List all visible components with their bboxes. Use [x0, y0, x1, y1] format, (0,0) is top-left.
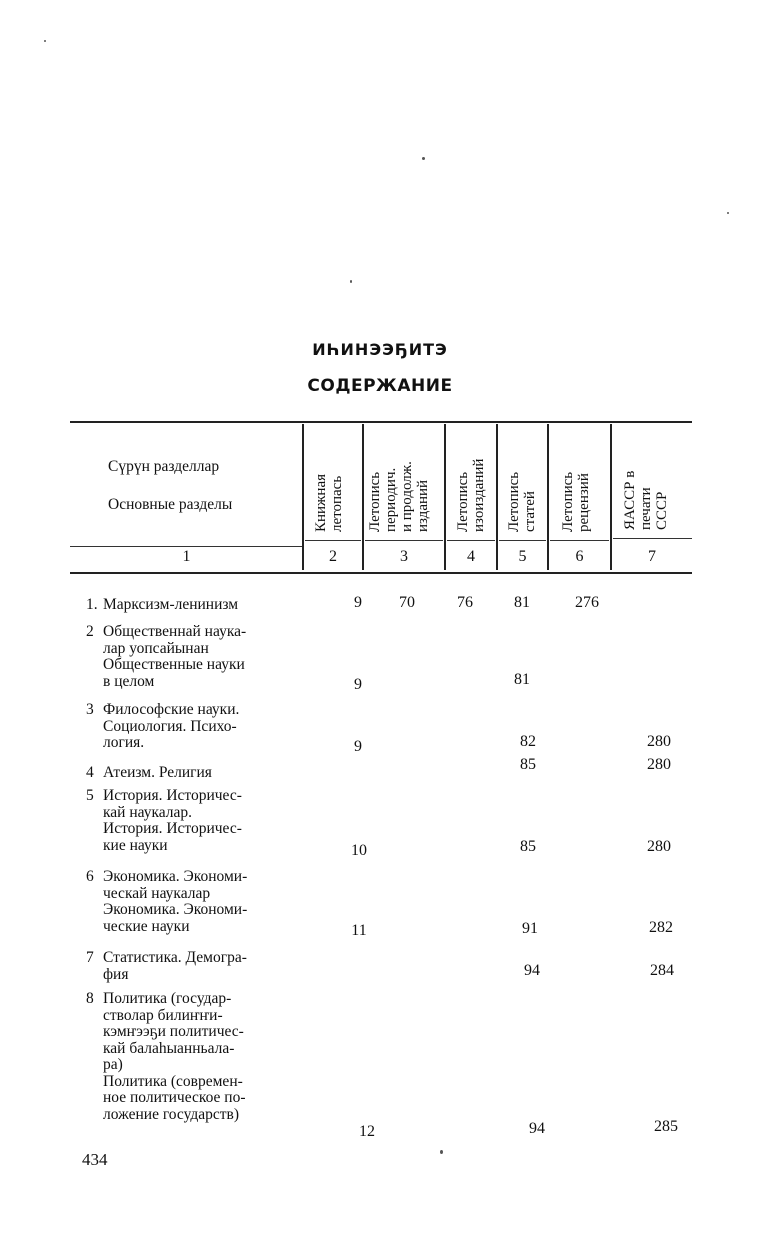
value-cell: 85: [520, 838, 536, 855]
scan-speck: [727, 212, 729, 214]
table-row: 2 Общественнай наука- лар уопсайынан Общественные науки в целом: [86, 623, 247, 690]
value-cell: 282: [649, 919, 673, 936]
scan-speck: [422, 157, 425, 160]
table-top-rule: [70, 421, 692, 423]
value-cell: 11: [351, 922, 367, 939]
scan-speck: [350, 280, 352, 283]
page-title-russian: СОДЕРЖАНИЕ: [307, 376, 453, 396]
column-header-articles-chronicle: Летопись статей: [506, 471, 538, 532]
value-cell: 9: [354, 594, 362, 611]
value-cell: 12: [359, 1123, 375, 1140]
column-number: 3: [400, 548, 408, 565]
column-header-book-chronicle: Книжная летопась: [313, 473, 345, 532]
value-cell: 284: [650, 962, 674, 979]
column-number: 7: [648, 548, 656, 565]
scan-speck: [44, 40, 46, 42]
value-cell: 94: [524, 962, 540, 979]
page-number: 434: [82, 1150, 108, 1169]
header-divider: [499, 540, 546, 541]
header-divider: [550, 540, 609, 541]
value-cell: 85: [520, 756, 536, 773]
column-number: 5: [518, 548, 527, 565]
value-cell: 82: [520, 733, 536, 750]
page-title-yakut: ИҺИНЭЭҔИТЭ: [312, 340, 448, 359]
value-cell: 9: [354, 676, 362, 693]
value-cell: 10: [351, 842, 367, 859]
column-header-periodicals-chronicle: Летопись периодич. и продолж. изданий: [367, 461, 431, 532]
column-header-art-editions-chronicle: Летопись изоизданий: [455, 458, 487, 532]
value-cell: 81: [514, 594, 530, 611]
value-cell: 9: [354, 738, 362, 755]
table-row: 4 Атеизм. Религия: [86, 764, 212, 781]
value-cell: 280: [647, 756, 671, 773]
column-header-reviews-chronicle: Летопись рецензий: [560, 471, 592, 532]
value-cell: 280: [647, 733, 671, 750]
header-divider: [613, 538, 692, 539]
table-row: 3 Философские науки. Социология. Психо- логия.: [86, 701, 240, 751]
value-cell: 280: [647, 838, 671, 855]
header-main-russian: Основные разделы: [108, 496, 233, 513]
table-row: 6 Экономика. Экономи- ческай наукалар Экономика. Экономи- ческие науки: [86, 868, 248, 935]
table-row: 1. Марксизм-ленинизм: [86, 596, 239, 613]
table-row: 7 Статистика. Демогра- фия: [86, 949, 247, 983]
column-number: 2: [329, 548, 337, 565]
value-cell: 276: [575, 594, 599, 611]
table-header-bottom-rule: [70, 572, 692, 574]
header-main-yakut: Сүрүн разделлар: [108, 458, 220, 475]
table-row: 8 Политика (государ- стволар билиҥҥи- кэмҥээҕи политичес- кай балаһыанньала- ра) Политика (современ- ное политическое по- ложение государств): [86, 990, 246, 1123]
column-number: 4: [467, 548, 475, 565]
value-cell: 285: [654, 1118, 678, 1135]
value-cell: 81: [514, 671, 530, 688]
column-number: 6: [575, 548, 584, 565]
value-cell: 94: [529, 1120, 545, 1137]
column-header-yassr-in-ussr-press: ЯАССР в печати СССР: [622, 470, 670, 530]
value-cell: 70: [399, 594, 415, 611]
header-divider: [305, 540, 361, 541]
table-row: 5 История. Историчес- кай наукалар. История. Историчес- кие науки: [86, 787, 242, 854]
scan-speck: [440, 1150, 443, 1154]
header-divider: [447, 540, 495, 541]
column-number: 1: [182, 548, 191, 565]
header-divider: [365, 540, 443, 541]
value-cell: 76: [457, 594, 473, 611]
value-cell: 91: [522, 920, 538, 937]
